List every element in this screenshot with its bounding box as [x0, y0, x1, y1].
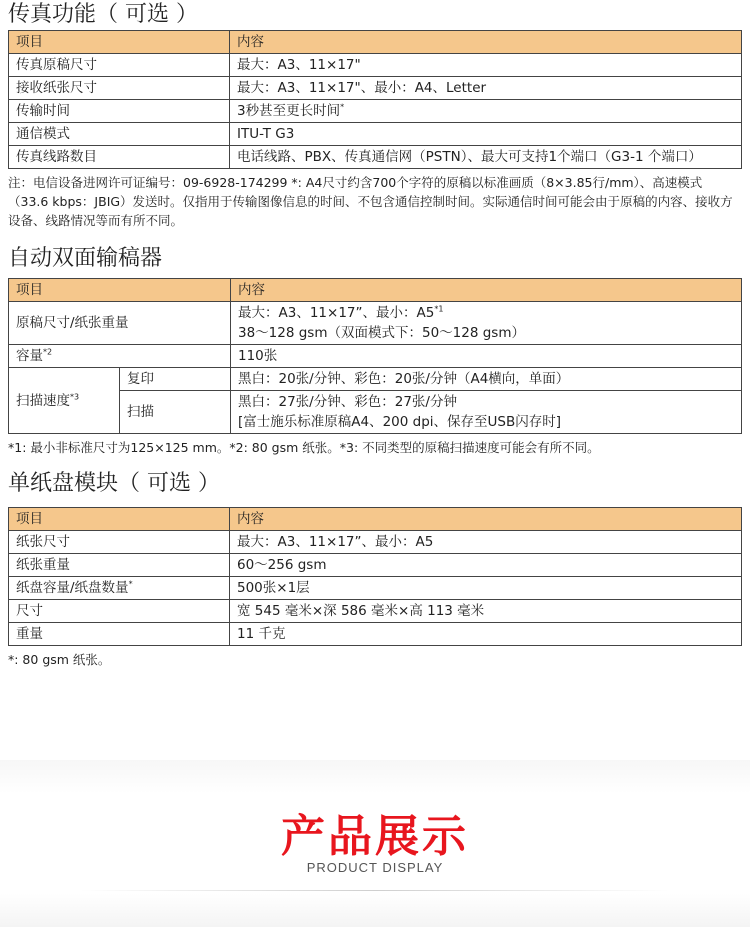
row-value: 电话线路、PBX、传真通信网（PSTN）、最大可支持1个端口（G3-1 个端口） [230, 146, 742, 169]
row-value-text: 最大：A3、11×17”、最小：A5 [238, 305, 435, 321]
product-display-banner [0, 760, 750, 927]
tray-spec-table [8, 507, 742, 646]
row-label: 原稿尺寸/纸张重量 [9, 302, 231, 345]
table-header-row [9, 508, 742, 531]
row-label: 纸张重量 [9, 554, 230, 577]
row-label: 传输时间 [9, 100, 230, 123]
adf-spec-table [8, 278, 742, 434]
tray-section-title: 单纸盘模块（ 可选 ） [8, 471, 220, 496]
table-row [9, 146, 742, 169]
divider [80, 890, 670, 891]
row-label [9, 577, 230, 600]
footnote-mark: * [340, 102, 345, 112]
row-label: 传真原稿尺寸 [9, 54, 230, 77]
row-value: 110张 [231, 345, 742, 368]
header-content: 内容 [230, 31, 742, 54]
row-label: 尺寸 [9, 600, 230, 623]
footnote-mark: * [128, 579, 133, 589]
table-row [9, 623, 742, 646]
row-sublabel: 扫描 [120, 391, 231, 434]
header-content: 内容 [231, 279, 742, 302]
header-item: 项目 [9, 508, 230, 531]
adf-section-title: 自动双面输稿器 [8, 246, 163, 271]
row-value-text: 38～128 gsm（双面模式下：50～128 gsm） [238, 325, 525, 341]
table-row [9, 100, 742, 123]
row-label-text: 纸盘容量/纸盘数量 [16, 580, 129, 596]
row-value: 黑白：20张/分钟、彩色：20张/分钟（A4横向，单面） [231, 368, 742, 391]
table-row [9, 54, 742, 77]
header-item: 项目 [9, 31, 230, 54]
row-value: 500张×1层 [230, 577, 742, 600]
row-value-text: [富士施乐标准原稿A4、200 dpi、保存至USB闪存时] [238, 414, 562, 430]
fax-section-title: 传真功能（ 可选 ） [8, 2, 198, 27]
table-row [9, 368, 742, 391]
row-label: 重量 [9, 623, 230, 646]
header-item: 项目 [9, 279, 231, 302]
row-label [9, 345, 231, 368]
row-value: 最大：A3、11×17”、最小：A5 [230, 531, 742, 554]
row-label: 传真线路数目 [9, 146, 230, 169]
row-value [231, 302, 742, 345]
fax-note: 注：电信设备进网许可证编号：09-6928-174299 *: A4尺寸约含700个字符的原稿以标准画质（8×3.85行/mm）、高速模式（33.6 kbps：JBIG）发送时。仅指用于传输图像信息的时间、不包含通信控制时间。实际通信时间可能会由于原稿的内容、接收方设备、线路情况等而有所不同。 [8, 175, 733, 228]
row-label-text: 扫描速度 [16, 392, 70, 409]
row-label [9, 368, 120, 434]
table-row [9, 302, 742, 345]
row-value-text: 3秒甚至更长时间 [237, 103, 341, 119]
row-label: 纸张尺寸 [9, 531, 230, 554]
row-label: 通信模式 [9, 123, 230, 146]
table-header-row [9, 31, 742, 54]
row-value [231, 391, 742, 434]
row-value: 最大：A3、11×17" [230, 54, 742, 77]
table-row [9, 123, 742, 146]
table-row [9, 345, 742, 368]
row-sublabel: 复印 [120, 368, 231, 391]
table-row [9, 577, 742, 600]
adf-note: *1: 最小非标准尺寸为125×125 mm。*2: 80 gsm 纸张。*3: 不同类型的原稿扫描速度可能会有所不同。 [8, 440, 600, 455]
row-label-text: 容量 [16, 348, 43, 364]
tray-note: *: 80 gsm 纸张。 [8, 652, 111, 667]
row-value: ITU-T G3 [230, 123, 742, 146]
footnote-mark: *1 [434, 304, 444, 314]
table-header-row [9, 279, 742, 302]
product-display-subtitle: PRODUCT DISPLAY [306, 860, 444, 875]
row-value: 宽 545 毫米×深 586 毫米×高 113 毫米 [230, 600, 742, 623]
row-value: 11 千克 [230, 623, 742, 646]
table-row [9, 77, 742, 100]
footnote-mark: *2 [43, 347, 53, 357]
header-content: 内容 [230, 508, 742, 531]
table-row [9, 554, 742, 577]
row-label: 接收纸张尺寸 [9, 77, 230, 100]
row-value: 最大：A3、11×17"、最小：A4、Letter [230, 77, 742, 100]
product-display-title: 产品展示 [281, 811, 469, 862]
row-value-text: 黑白：27张/分钟、彩色：27张/分钟 [238, 394, 457, 410]
table-row [9, 600, 742, 623]
table-row [9, 531, 742, 554]
footnote-mark: *3 [70, 392, 80, 401]
row-value: 60～256 gsm [230, 554, 742, 577]
row-value [230, 100, 742, 123]
fax-spec-table [8, 30, 742, 169]
